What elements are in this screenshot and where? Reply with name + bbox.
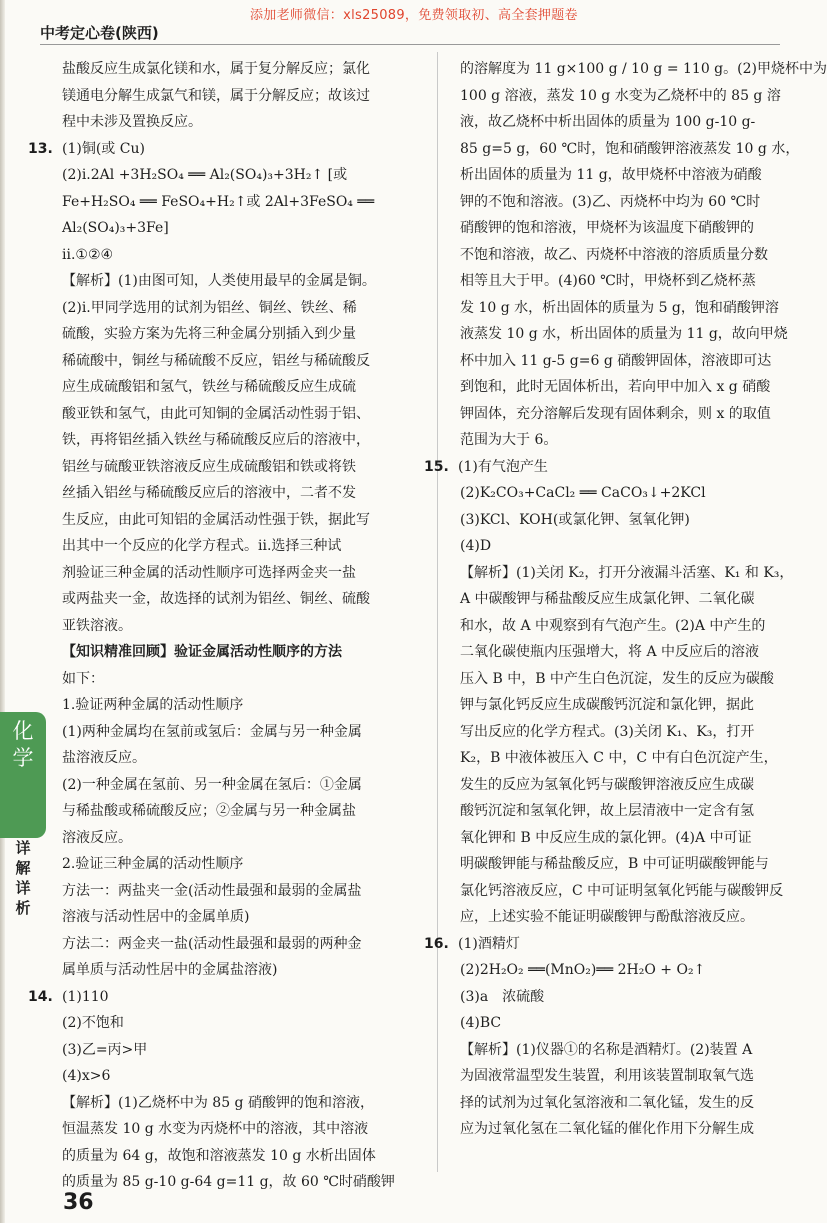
text-line bbox=[62, 83, 424, 110]
line-text: (2)2H₂O₂ ══(MnO₂)══ 2H₂O + O₂↑ bbox=[460, 962, 706, 978]
question-number: 14. bbox=[28, 988, 53, 1005]
text-line bbox=[62, 268, 424, 295]
line-text: (1)110 bbox=[62, 988, 109, 1005]
text-line bbox=[62, 586, 424, 613]
line-text: 亚铁溶液。 bbox=[62, 617, 132, 634]
line-text: 液，故乙烧杯中析出固体的质量为 100 g-10 g- bbox=[460, 114, 756, 130]
line-text: 范围为大于 6。 bbox=[460, 432, 558, 448]
text-line bbox=[62, 162, 424, 189]
line-text: 如下： bbox=[62, 670, 104, 687]
text-line bbox=[62, 321, 424, 348]
line-text: 杯中加入 11 g-5 g=6 g 硝酸钾固体，溶液即可达 bbox=[460, 352, 772, 369]
question-number: 13. bbox=[28, 140, 53, 157]
line-text: 发 10 g 水，析出固体的质量为 5 g，饱和硝酸钾溶 bbox=[460, 299, 779, 316]
line-text: 2.验证三种金属的活动性顺序 bbox=[62, 856, 244, 872]
text-line bbox=[62, 1169, 424, 1196]
text-line bbox=[460, 401, 782, 428]
line-text: (2)ⅰ.甲同学选用的试剂为铝丝、铜丝、铁丝、稀 bbox=[62, 299, 357, 316]
line-text: 铝丝与硫酸亚铁溶液反应生成硫酸铝和铁或将铁 bbox=[62, 458, 356, 475]
text-line bbox=[62, 851, 424, 878]
text-line bbox=[460, 56, 827, 83]
text-line bbox=[460, 719, 782, 746]
line-text: (4)D bbox=[460, 538, 492, 554]
line-text: 与稀盐酸或稀硫酸反应；②金属与另一种金属盐 bbox=[62, 803, 356, 819]
text-line bbox=[62, 613, 424, 640]
line-text: 溶液与活动性居中的金属单质) bbox=[62, 909, 250, 925]
text-line bbox=[460, 798, 782, 825]
text-line bbox=[62, 692, 424, 719]
text-line bbox=[460, 957, 782, 984]
text-line bbox=[460, 215, 782, 242]
line-text: 溶液反应。 bbox=[62, 829, 132, 846]
page-number: 36 bbox=[63, 1190, 94, 1215]
line-text: 钾固体，充分溶解后发现有固体剩余，则 x 的取值 bbox=[460, 405, 771, 422]
line-text: 丝插入铝丝与稀硫酸反应后的溶液中，二者不发 bbox=[62, 485, 356, 501]
text-line bbox=[460, 1116, 782, 1143]
page-header-title: 中考定心卷(陕西) bbox=[40, 24, 159, 42]
text-line bbox=[62, 507, 424, 534]
watermark-text: 添加老师微信：xls25089，免费领取初、高全套押题卷 bbox=[250, 8, 578, 23]
page-edge-shadow bbox=[0, 0, 5, 1223]
line-text: 压入 B 中，B 中产生白色沉淀，发生的反应为碳酸 bbox=[460, 670, 774, 687]
line-text: 相等且大于甲。(4)60 ℃时，甲烧杯到乙烧杯蒸 bbox=[460, 273, 756, 289]
text-line bbox=[460, 507, 782, 534]
text-line bbox=[460, 162, 782, 189]
text-line bbox=[460, 825, 782, 852]
text-line bbox=[460, 772, 782, 799]
line-text: 出其中一个反应的化学方程式。ⅱ.选择三种试 bbox=[62, 538, 342, 554]
text-line bbox=[460, 189, 782, 216]
line-text: 硫酸，实验方案为先将三种金属分别插入到少量 bbox=[62, 326, 356, 342]
text-line bbox=[460, 268, 782, 295]
line-text: (2)不饱和 bbox=[62, 1015, 124, 1031]
text-line bbox=[460, 136, 800, 163]
text-line bbox=[460, 1010, 782, 1037]
text-line bbox=[460, 109, 782, 136]
line-text: 氯化钙溶液反应，C 中可证明氢氧化钙能与碳酸钾反 bbox=[460, 882, 784, 899]
text-line bbox=[62, 560, 424, 587]
line-text: 属单质与活动性居中的金属盐溶液) bbox=[62, 962, 278, 978]
line-text: (1)铜(或 Cu) bbox=[62, 140, 145, 157]
text-line bbox=[62, 1063, 424, 1090]
line-text: ⅱ.①②④ bbox=[62, 246, 114, 263]
text-line bbox=[62, 374, 424, 401]
line-text: 85 g=5 g，60 ℃时，饱和硝酸钾溶液蒸发 10 g 水， bbox=[460, 140, 800, 157]
text-line bbox=[62, 772, 424, 799]
line-text: (2)ⅰ.2Al +3H₂SO₄ ══ Al₂(SO₄)₃+3H₂↑ [或 bbox=[62, 167, 348, 183]
text-line bbox=[460, 1063, 782, 1090]
line-text: 的质量为 64 g，故饱和溶液蒸发 10 g 水析出固体 bbox=[62, 1147, 376, 1164]
line-text: 液蒸发 10 g 水，析出固体的质量为 11 g，故向甲烧 bbox=[460, 326, 788, 342]
line-text: 硝酸钾的饱和溶液，甲烧杯为该温度下硝酸钾的 bbox=[460, 220, 754, 236]
line-text: 剂验证三种金属的活动性顺序可选择两金夹一盐 bbox=[62, 564, 356, 581]
line-text: 【解析】(1)由图可知，人类使用最早的金属是铜。 bbox=[62, 273, 376, 289]
right-column bbox=[424, 56, 827, 1143]
line-text: (2)K₂CO₃+CaCl₂ ══ CaCO₃↓+2KCl bbox=[460, 485, 706, 501]
text-line bbox=[460, 639, 782, 666]
line-text: 和水，故 A 中观察到有气泡产生。(2)A 中产生的 bbox=[460, 617, 766, 634]
text-line bbox=[460, 560, 794, 587]
line-text: 择的试剂为过氧化氢溶液和二氧化锰，发生的反 bbox=[460, 1094, 754, 1111]
line-text: 氧化钾和 B 中反应生成的氯化钾。(4)A 中可证 bbox=[460, 829, 752, 846]
subject-tab-sublabel: 详解详析 bbox=[15, 839, 31, 917]
text-line bbox=[424, 454, 782, 481]
text-line bbox=[424, 931, 782, 958]
line-text: 方法二：两金夹一盐(活动性最强和最弱的两种金 bbox=[62, 935, 362, 952]
text-line bbox=[460, 348, 782, 375]
line-text: (1)酒精灯 bbox=[458, 935, 520, 952]
text-line bbox=[62, 931, 424, 958]
line-text: 或两盐夹一金，故选择的试剂为铝丝、铜丝、硫酸 bbox=[62, 591, 370, 607]
line-text: 【知识精准回顾】验证金属活动性顺序的方法 bbox=[62, 644, 342, 660]
text-line bbox=[460, 427, 782, 454]
text-line bbox=[62, 878, 424, 905]
line-text: 的溶解度为 11 g×100 g / 10 g = 110 g。(2)甲烧杯中为 bbox=[460, 61, 827, 77]
text-line bbox=[460, 533, 782, 560]
text-line bbox=[62, 1116, 424, 1143]
text-line bbox=[62, 719, 424, 746]
line-text: 【解析】(1)仪器①的名称是酒精灯。(2)装置 A bbox=[460, 1041, 753, 1058]
text-line bbox=[62, 825, 424, 852]
text-line bbox=[460, 1090, 782, 1117]
line-text: K₂，B 中液体被压入 C 中，C 中有白色沉淀产生， bbox=[460, 750, 778, 766]
line-text: 盐溶液反应。 bbox=[62, 750, 146, 766]
text-line bbox=[460, 1037, 782, 1064]
line-text: 的质量为 85 g-10 g-64 g=11 g，故 60 ℃时硝酸钾 bbox=[62, 1174, 395, 1190]
column-divider bbox=[437, 52, 438, 1172]
text-line bbox=[62, 745, 424, 772]
line-text: 【解析】(1)乙烧杯中为 85 g 硝酸钾的饱和溶液， bbox=[62, 1094, 374, 1111]
line-text: (4)BC bbox=[460, 1015, 502, 1031]
text-line bbox=[460, 692, 782, 719]
line-text: 为固液常温型发生装置，利用该装置制取氧气选 bbox=[460, 1068, 754, 1084]
line-text: 方法一：两盐夹一金(活动性最强和最弱的金属盐 bbox=[62, 882, 362, 899]
line-text: 应为过氧化氢在二氧化锰的催化作用下分解生成 bbox=[460, 1121, 754, 1137]
text-line bbox=[62, 533, 424, 560]
text-line bbox=[62, 56, 424, 83]
subject-tab-label: 化学 bbox=[12, 719, 34, 770]
text-line bbox=[460, 242, 782, 269]
text-line bbox=[460, 321, 788, 348]
text-line bbox=[460, 295, 782, 322]
text-line bbox=[460, 666, 782, 693]
line-text: (3)a 浓硫酸 bbox=[460, 988, 545, 1005]
text-line bbox=[62, 348, 424, 375]
line-text: 应生成硫酸铝和氢气，铁丝与稀硫酸反应生成硫 bbox=[62, 379, 356, 395]
line-text: 程中未涉及置换反应。 bbox=[62, 114, 202, 130]
text-line bbox=[62, 1037, 424, 1064]
text-line bbox=[62, 242, 424, 269]
text-line bbox=[62, 904, 424, 931]
text-line bbox=[62, 109, 424, 136]
line-text: (4)x>6 bbox=[62, 1068, 111, 1084]
line-text: 钾与氯化钙反应生成碳酸钙沉淀和氯化钾，据此 bbox=[460, 697, 754, 713]
line-text: 到饱和，此时无固体析出，若向甲中加入 x g 硝酸 bbox=[460, 379, 771, 395]
line-text: 发生的反应为氢氧化钙与碳酸钾溶液反应生成碳 bbox=[460, 776, 754, 793]
header-divider bbox=[40, 44, 780, 45]
text-line bbox=[28, 136, 424, 163]
question-number: 16. bbox=[424, 935, 449, 952]
line-text: Al₂(SO₄)₃+3Fe] bbox=[62, 220, 169, 236]
text-line bbox=[62, 1010, 424, 1037]
line-text: 铁，再将铝丝插入铁丝与稀硫酸反应后的溶液中， bbox=[62, 432, 370, 448]
text-line bbox=[460, 904, 782, 931]
question-number: 15. bbox=[424, 458, 449, 475]
text-line bbox=[62, 1090, 424, 1117]
text-line bbox=[460, 878, 782, 905]
line-text: 生反应，由此可知铝的金属活动性强于铁，据此写 bbox=[62, 511, 370, 528]
line-text: A 中碳酸钾与稀盐酸反应生成氯化钾、二氧化碳 bbox=[460, 591, 755, 607]
line-text: 酸亚铁和氢气，由此可知铜的金属活动性弱于铝、 bbox=[62, 405, 370, 422]
line-text: 酸钙沉淀和氢氧化钾，故上层清液中一定含有氢 bbox=[460, 803, 754, 819]
text-line bbox=[62, 798, 424, 825]
text-line bbox=[62, 401, 424, 428]
line-text: 写出反应的化学方程式。(3)关闭 K₁、K₃，打开 bbox=[460, 723, 755, 740]
line-text: 析出固体的质量为 11 g，故甲烧杯中溶液为硝酸 bbox=[460, 167, 762, 183]
line-text: 镁通电分解生成氯气和镁，属于分解反应；故该过 bbox=[62, 87, 370, 104]
line-text: 1.验证两种金属的活动性顺序 bbox=[62, 697, 244, 713]
text-line bbox=[62, 295, 424, 322]
text-line bbox=[62, 957, 424, 984]
line-text: (3)乙=丙>甲 bbox=[62, 1041, 148, 1058]
line-text: (1)两种金属均在氢前或氢后：金属与另一种金属 bbox=[62, 723, 362, 740]
text-line bbox=[460, 586, 782, 613]
text-line bbox=[62, 666, 424, 693]
text-line bbox=[62, 427, 424, 454]
text-line bbox=[460, 83, 782, 110]
line-text: 稀硫酸中，铜丝与稀硫酸不反应，铝丝与稀硫酸反 bbox=[62, 352, 370, 369]
text-line bbox=[460, 480, 782, 507]
text-line bbox=[460, 984, 782, 1011]
line-text: Fe+H₂SO₄ ══ FeSO₄+H₂↑或 2Al+3FeSO₄ ══ bbox=[62, 193, 375, 210]
text-line bbox=[62, 1143, 424, 1170]
line-text: 【解析】(1)关闭 K₂，打开分液漏斗活塞、K₁ 和 K₃， bbox=[460, 564, 794, 581]
line-text: 钾的不饱和溶液。(3)乙、丙烧杯中均为 60 ℃时 bbox=[460, 193, 761, 210]
line-text: (3)KCl、KOH(或氯化钾、氢氧化钾) bbox=[460, 511, 690, 528]
text-line bbox=[62, 639, 424, 666]
text-line bbox=[62, 454, 424, 481]
line-text: 盐酸反应生成氯化镁和水，属于复分解反应；氯化 bbox=[62, 61, 370, 77]
line-text: 不饱和溶液，故乙、丙烧杯中溶液的溶质质量分数 bbox=[460, 246, 768, 263]
line-text: (1)有气泡产生 bbox=[458, 458, 548, 475]
text-line bbox=[28, 984, 424, 1011]
text-line bbox=[62, 189, 424, 216]
line-text: (2)一种金属在氢前、另一种金属在氢后：①金属 bbox=[62, 776, 362, 793]
line-text: 应，上述实验不能证明碳酸钾与酚酞溶液反应。 bbox=[460, 909, 754, 925]
left-column bbox=[28, 56, 424, 1196]
line-text: 恒温蒸发 10 g 水变为丙烧杯中的溶液，其中溶液 bbox=[62, 1121, 369, 1137]
text-line bbox=[460, 745, 782, 772]
line-text: 100 g 溶液，蒸发 10 g 水变为乙烧杯中的 85 g 溶 bbox=[460, 87, 781, 104]
text-line bbox=[460, 851, 782, 878]
text-line bbox=[460, 374, 782, 401]
text-line bbox=[62, 215, 424, 242]
line-text: 二氧化碳使瓶内压强增大，将 A 中反应后的溶液 bbox=[460, 644, 760, 660]
text-line bbox=[460, 613, 782, 640]
line-text: 明碳酸钾能与稀盐酸反应，B 中可证明碳酸钾能与 bbox=[460, 856, 769, 872]
text-line bbox=[62, 480, 424, 507]
